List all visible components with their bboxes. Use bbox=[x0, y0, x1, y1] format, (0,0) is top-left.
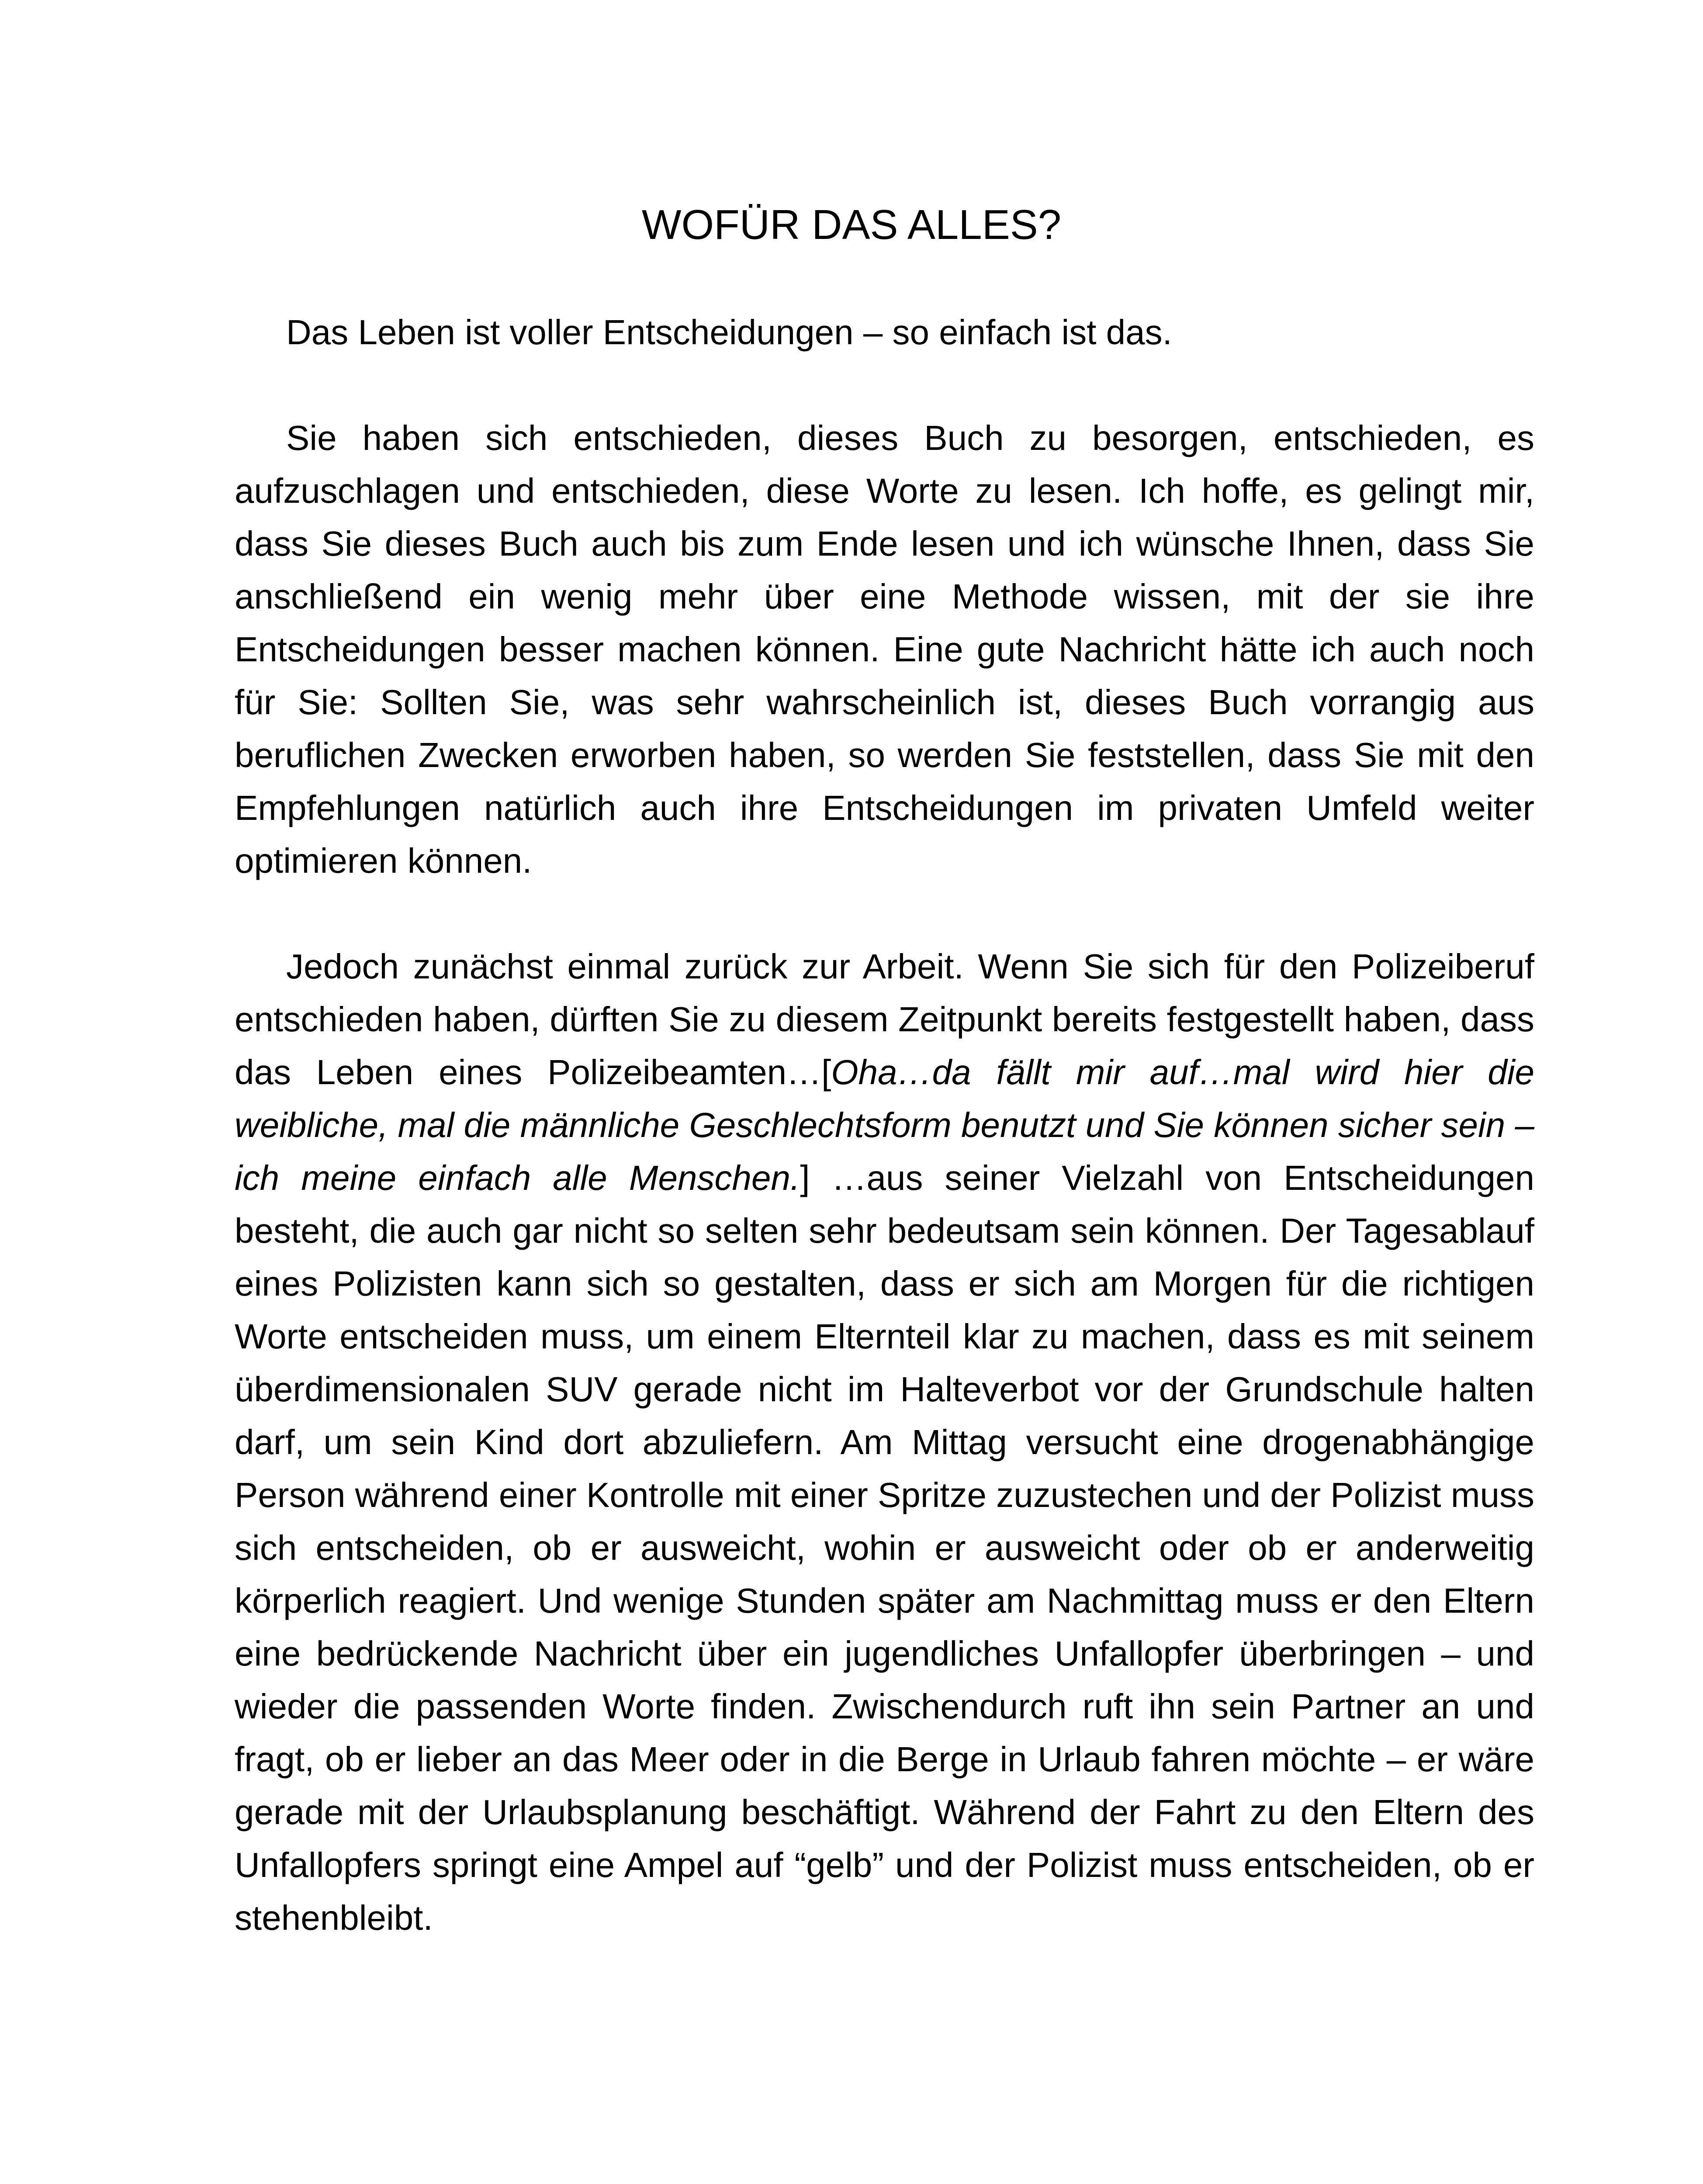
page-title: WOFÜR DAS ALLES? bbox=[641, 201, 1062, 248]
paragraph-3-start: Jedoch zunächst einmal zurück zur Arbeit. Wenn Sie sich für den Polizeiberuf entschieden haben, dürften Sie zu diesem Zeitpunkt bereits festgestellt haben, dass das Leben eines Polizeibeamten…[ bbox=[235, 947, 1534, 1092]
paragraph-2: Sie haben sich entschieden, dieses Buch zu besorgen, entschieden, es aufzuschlagen und entschieden, diese Worte zu lesen. Ich hoffe, es gelingt mir, dass Sie dieses Buch auch bis zum Ende lesen und ich wünsche Ihnen, dass Sie anschließend ein wenig mehr über eine Methode wissen, mit der sie ihre Entscheidungen besser machen können. Eine gute Nachricht hätte ich auch noch für Sie: Sollten Sie, was sehr wahrscheinlich ist, dieses Buch vorrangig aus beruflichen Zwecken erworben haben, so werden Sie feststellen, dass Sie mit den Empfehlungen natürlich auch ihre Entscheidungen im privaten Umfeld weiter optimieren können. bbox=[235, 418, 1534, 880]
paragraph-1: Das Leben ist voller Entscheidungen – so einfach ist das. bbox=[286, 313, 1172, 352]
paragraph-3-end: ] …aus seiner Vielzahl von Entscheidungen besteht, die auch gar nicht so selten sehr bedeutsam sein können. Der Tagesablauf eines Polizisten kann sich so gestalten, dass er sich am Morgen für die richtigen Worte entscheiden muss, um einem Elternteil klar zu machen, dass es mit seinem überdimensionalen SUV gerade nicht im Halteverbot vor der Grundschule halten darf, um sein Kind dort abzuliefern. Am Mittag versucht eine drogenabhängige Person während einer Kontrolle mit einer Spritze zuzustechen und der Polizist muss sich entscheiden, ob er ausweicht, wohin er ausweicht oder ob er anderweitig körperlich reagiert. Und wenige Stunden später am Nachmittag muss er den Eltern eine bedrückende Nachricht über ein jugendliches Unfallopfer überbringen – und wieder die passenden Worte finden. Zwischendurch ruft ihn sein Partner an und fragt, ob er lieber an das Meer oder in die Berge in Urlaub fahren möchte – er wäre gerade mit der Urlaubsplanung beschäftigt. Während der Fahrt zu den Eltern des Unfallopfers springt eine Ampel auf “gelb” und der Polizist muss entscheiden, ob er stehenbleibt. bbox=[235, 1158, 1535, 1937]
body-text bbox=[235, 306, 1534, 1944]
paragraph-3 bbox=[235, 940, 1534, 1944]
paragraph-3-italic-aside: Oha…da fällt mir auf…mal wird hier die weibliche, mal die männliche Geschlechtsform benutzt und Sie können sicher sein – ich meine einfach alle Menschen. bbox=[235, 1053, 1534, 1197]
